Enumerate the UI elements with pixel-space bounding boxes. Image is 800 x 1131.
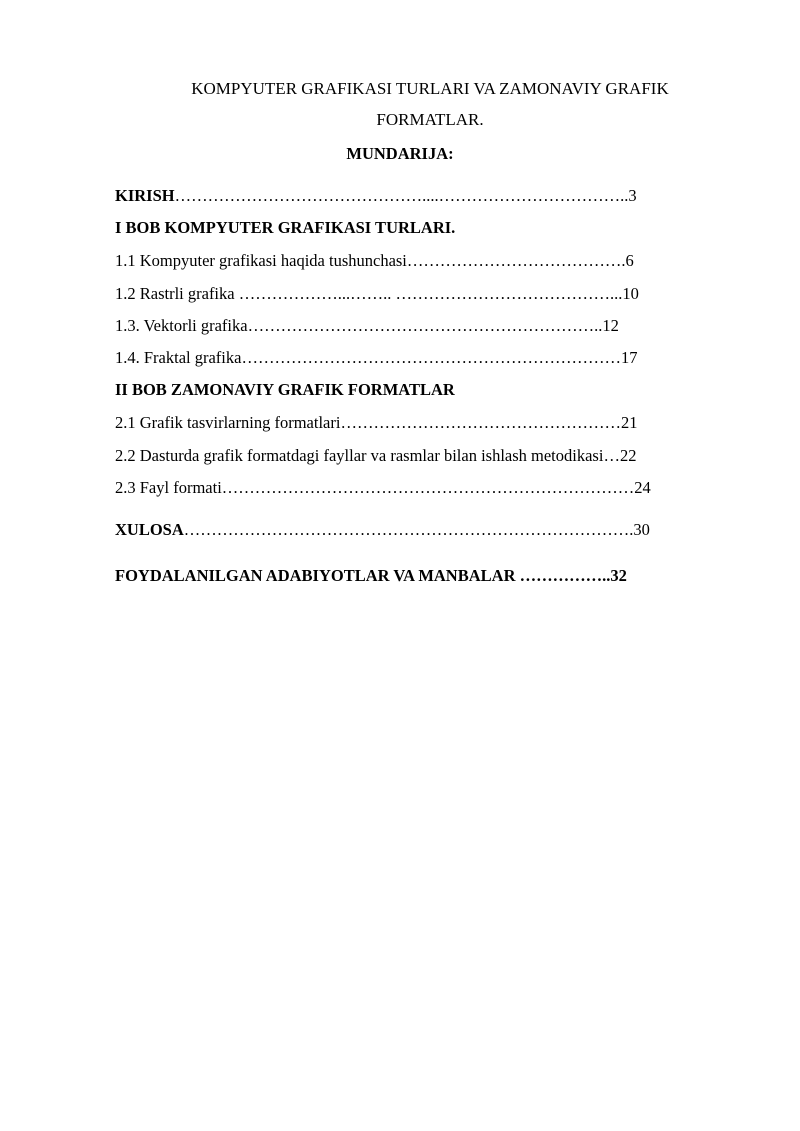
toc-entry-label: 1.2 Rastrli grafika [115,284,239,303]
toc-entry-label: FOYDALANILGAN ADABIYOTLAR VA MANBALAR [115,566,520,585]
toc-entry-2-2 [115,446,636,466]
toc-entry-label: 1.1 Kompyuter grafikasi haqida tushunchasi [115,251,407,270]
toc-entry-1-1 [115,251,634,271]
toc-entry-label: II BOB ZAMONAVIY GRAFIK FORMATLAR [115,380,455,399]
toc-entry-label: I BOB KOMPYUTER GRAFIKASI TURLARI. [115,218,456,237]
toc-entry-1-2 [115,284,639,304]
toc-entry-label: 2.1 Grafik tasvirlarning formatlari [115,413,341,432]
toc-entry-chapter-1 [115,218,455,238]
toc-entry-1-3 [115,316,619,336]
toc-entry-label: 2.3 Fayl formati [115,478,222,497]
toc-entry-xulosa [115,520,650,540]
toc-entry-leader: ………………………………………....……………………………..3 [174,186,637,205]
toc-entry-label: XULOSA [115,520,184,539]
toc-entry-label: KIRISH [115,186,175,205]
document-title-line-2: FORMATLAR. [376,110,484,129]
toc-entry-bibliography [115,566,627,586]
toc-entry-2-1 [115,413,637,433]
toc-entry-leader: …22 [603,446,637,465]
toc-entry-leader: ………………………………………………………..12 [247,316,619,335]
toc-entry-leader: ……………………………………………………………17 [241,348,638,367]
toc-entry-label: 1.4. Fraktal grafika [115,348,242,367]
toc-entry-leader: ……………..32 [519,566,627,585]
toc-entry-label: 1.3. Vektorli grafika [115,316,248,335]
document-title-line-1: KOMPYUTER GRAFIKASI TURLARI VA ZAMONAVIY GRAFIK [191,79,669,98]
toc-entry-label: 2.2 Dasturda grafik formatdagi fayllar va rasmlar bilan ishlash metodikasi [115,446,604,465]
toc-entry-2-3 [115,478,651,498]
toc-entry-leader: ……………………………………………………………………….30 [183,520,650,539]
toc-entry-chapter-2 [115,380,455,400]
toc-entry-kirish [115,186,637,206]
toc-entry-leader: ………………...…….. …………………………………...10 [238,284,639,303]
toc-heading: MUNDARIJA: [346,144,454,163]
toc-entry-leader: ……………………………………………21 [340,413,638,432]
toc-entry-leader: ………………………………….6 [406,251,634,270]
toc-entry-1-4 [115,348,637,368]
toc-entry-leader: …………………………………………………………………24 [221,478,651,497]
